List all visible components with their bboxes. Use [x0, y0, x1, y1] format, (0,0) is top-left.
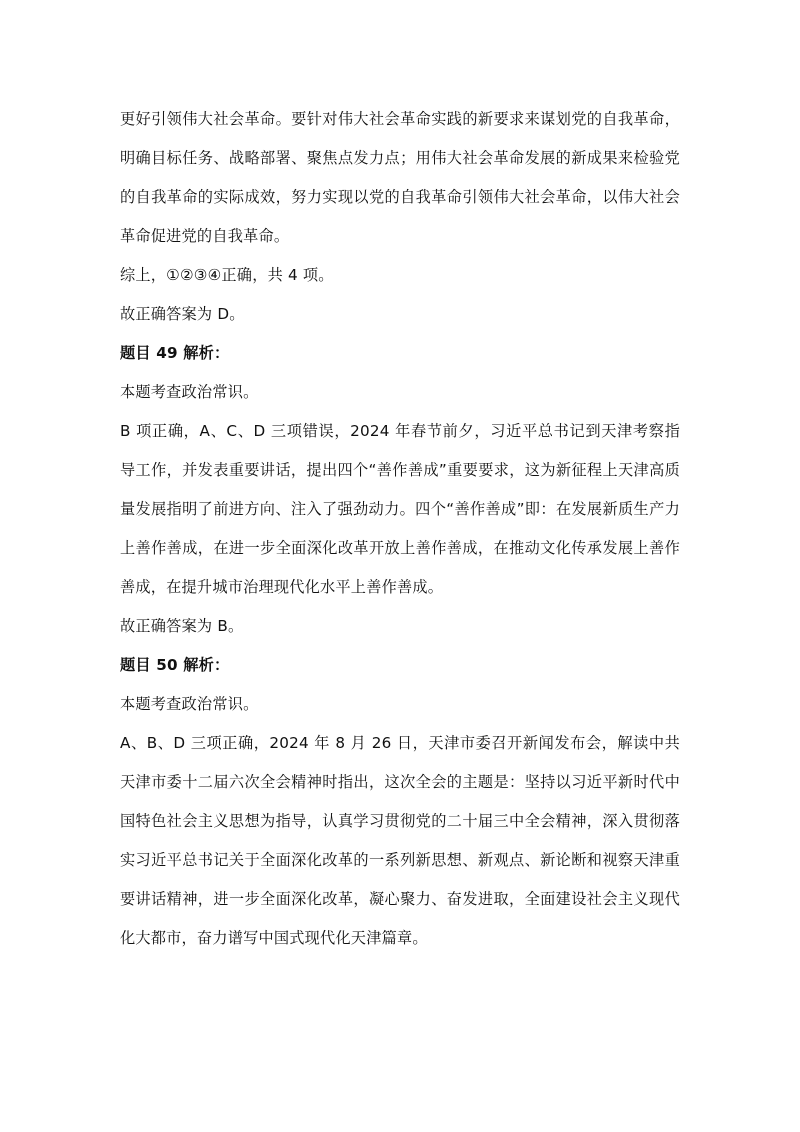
- topic-50: 本题考查政治常识。: [120, 695, 259, 713]
- answer-49: 故正确答案为 B。: [120, 617, 244, 635]
- topic-49: 本题考查政治常识。: [120, 383, 259, 401]
- heading-question-50: 题目 50 解析：: [120, 656, 230, 674]
- explanation-50: A、B、D 三项正确，2024 年 8 月 26 日，天津市委召开新闻发布会，解读中共天津市委十二届六次全会精神时指出，这次全会的主题是：坚持以习近平新时代中国特色社会主义思想为指导，认真学习贯彻党的二十届三中全会精神，深入贯彻落实习近平总书记关于全面深化改革的一系列新思想、新观点、新论断和视察天津重要讲话精神，进一步全面深化改革，凝心聚力、奋发进取，全面建设社会主义现代化大都市，奋力谱写中国式现代化天津篇章。: [120, 734, 680, 947]
- document-page: [120, 100, 680, 958]
- explanation-49: B 项正确，A、C、D 三项错误，2024 年春节前夕，习近平总书记到天津考察指导工作，并发表重要讲话，提出四个“善作善成”重要要求，这为新征程上天津高质量发展指明了前进方向、注入了强劲动力。四个“善作善成”即：在发展新质生产力上善作善成，在进一步全面深化改革开放上善作善成，在推动文化传承发展上善作善成，在提升城市治理现代化水平上善作善成。: [120, 422, 680, 596]
- answer-48: 故正确答案为 D。: [120, 305, 245, 323]
- heading-question-49: 题目 49 解析：: [120, 344, 230, 362]
- paragraph-summary-48: 综上，①②③④正确，共 4 项。: [120, 266, 334, 284]
- paragraph-self-revolution: 更好引领伟大社会革命。要针对伟大社会革命实践的新要求来谋划党的自我革命，明确目标任务、战略部署、聚焦点发力点；用伟大社会革命发展的新成果来检验党的自我革命的实际成效，努力实现以党的自我革命引领伟大社会革命，以伟大社会革命促进党的自我革命。: [120, 110, 680, 245]
